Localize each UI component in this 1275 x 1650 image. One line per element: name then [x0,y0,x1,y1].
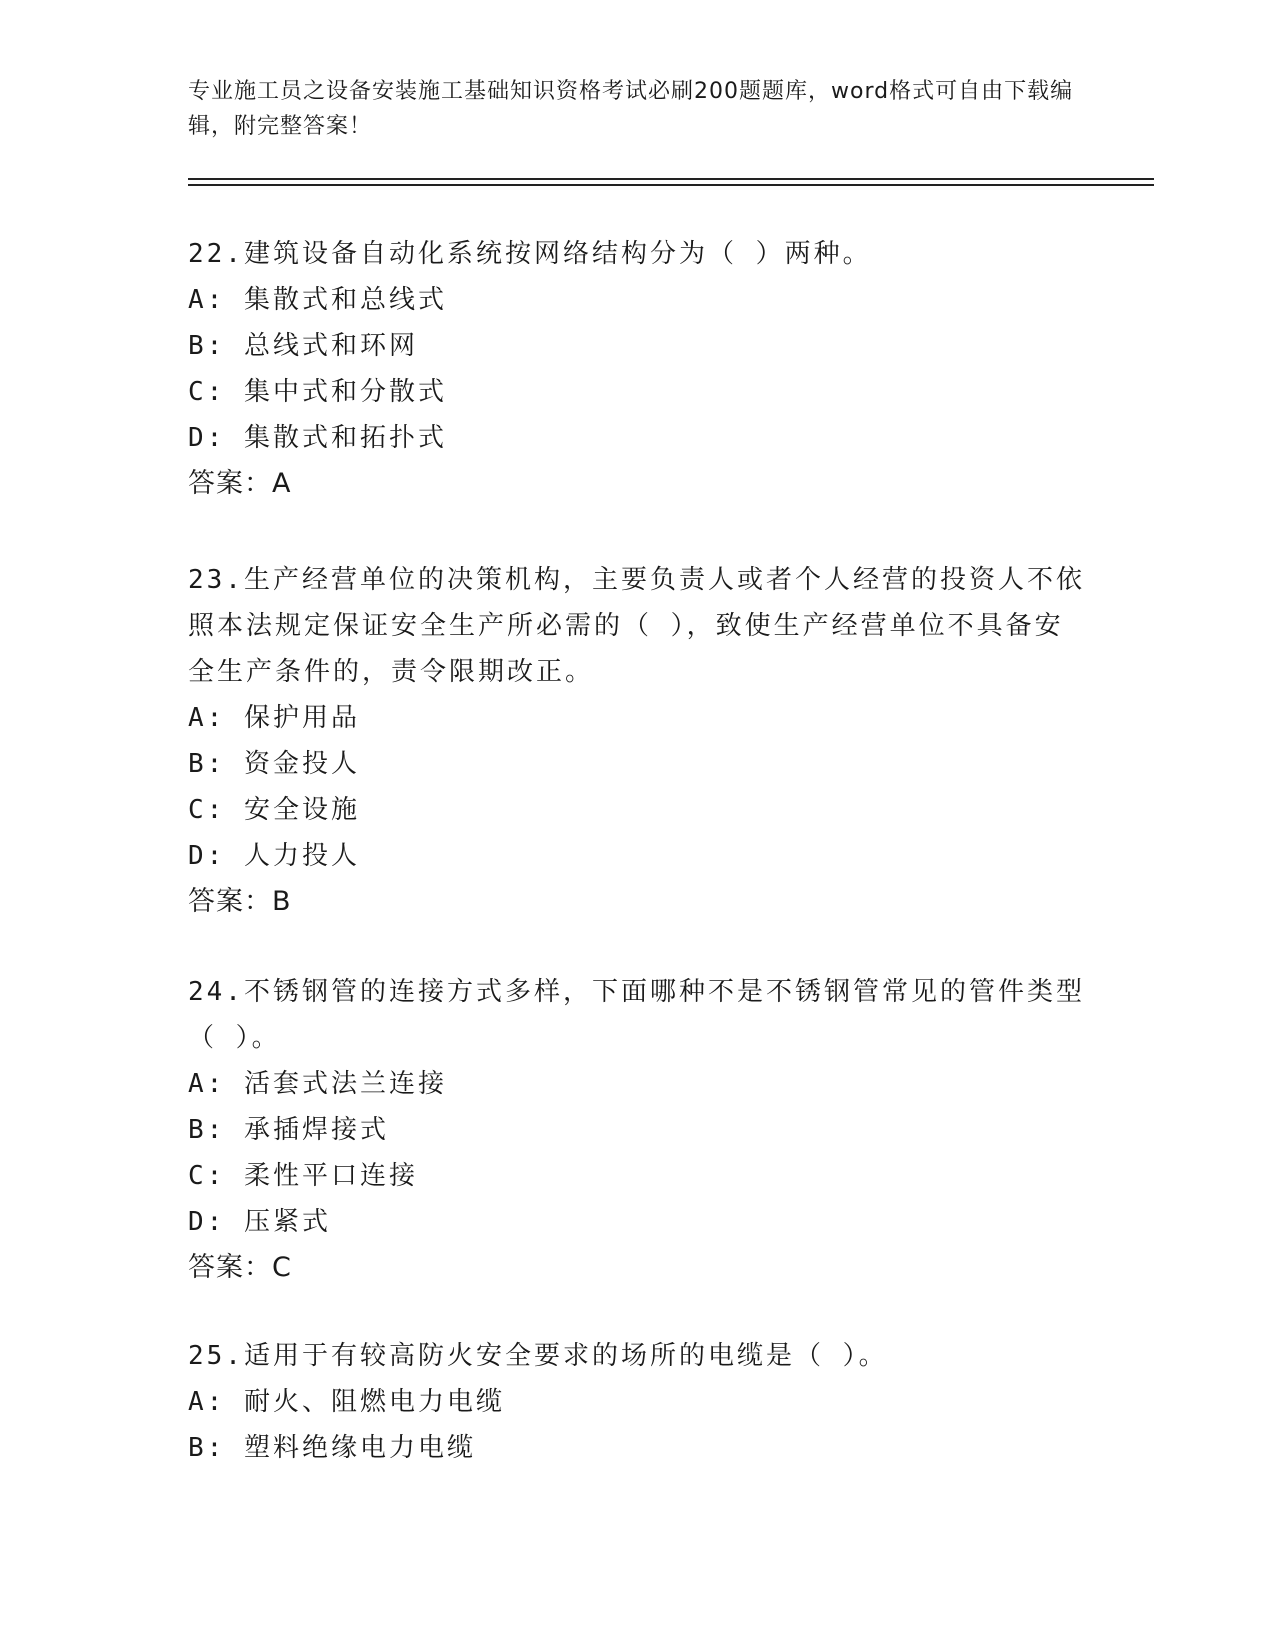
question-23 [188,557,1088,925]
document-header [188,74,1088,144]
question-stem: 22.建筑设备自动化系统按网络结构分为（ ）两种。 [188,239,872,269]
question-stem: 25.适用于有较高防火安全要求的场所的电缆是（ ）。 [188,1341,888,1371]
answer-value: B [272,886,292,917]
option-b: B: 资金投人 [188,749,360,779]
document-title: 专业施工员之设备安装施工基础知识资格考试必刷200题题库，word格式可自由下载编辑，附完整答案！ [188,79,1074,139]
option-d: D: 压紧式 [188,1207,331,1237]
option-b: B: 承插焊接式 [188,1115,389,1145]
answer-label: 答案： [188,468,272,499]
answer-label: 答案： [188,1252,272,1283]
option-a: A: 集散式和总线式 [188,285,447,315]
answer-value: C [272,1252,292,1283]
option-a: A: 活套式法兰连接 [188,1069,447,1099]
option-a: A: 耐火、阻燃电力电缆 [188,1387,505,1417]
option-b: B: 塑料绝缘电力电缆 [188,1433,476,1463]
question-stem: 23.生产经营单位的决策机构，主要负责人或者个人经营的投资人不依照本法规定保证安全生产所必需的（ ），致使生产经营单位不具备安全生产条件的，责令限期改正。 [188,565,1085,687]
option-d: D: 人力投人 [188,841,360,871]
header-divider-bottom [188,184,1154,186]
answer-line [188,879,1088,925]
question-stem: 24.不锈钢管的连接方式多样，下面哪种不是不锈钢管常见的管件类型（ ）。 [188,977,1085,1053]
question-22 [188,231,1088,507]
question-25 [188,1333,1088,1471]
header-divider-top [188,178,1154,180]
answer-line [188,461,1088,507]
option-c: C: 柔性平口连接 [188,1161,418,1191]
answer-line [188,1245,1088,1291]
option-d: D: 集散式和拓扑式 [188,423,447,453]
question-24 [188,969,1088,1291]
option-b: B: 总线式和环网 [188,331,418,361]
answer-label: 答案： [188,886,272,917]
option-c: C: 集中式和分散式 [188,377,447,407]
answer-value: A [272,468,292,499]
option-a: A: 保护用品 [188,703,360,733]
option-c: C: 安全设施 [188,795,360,825]
